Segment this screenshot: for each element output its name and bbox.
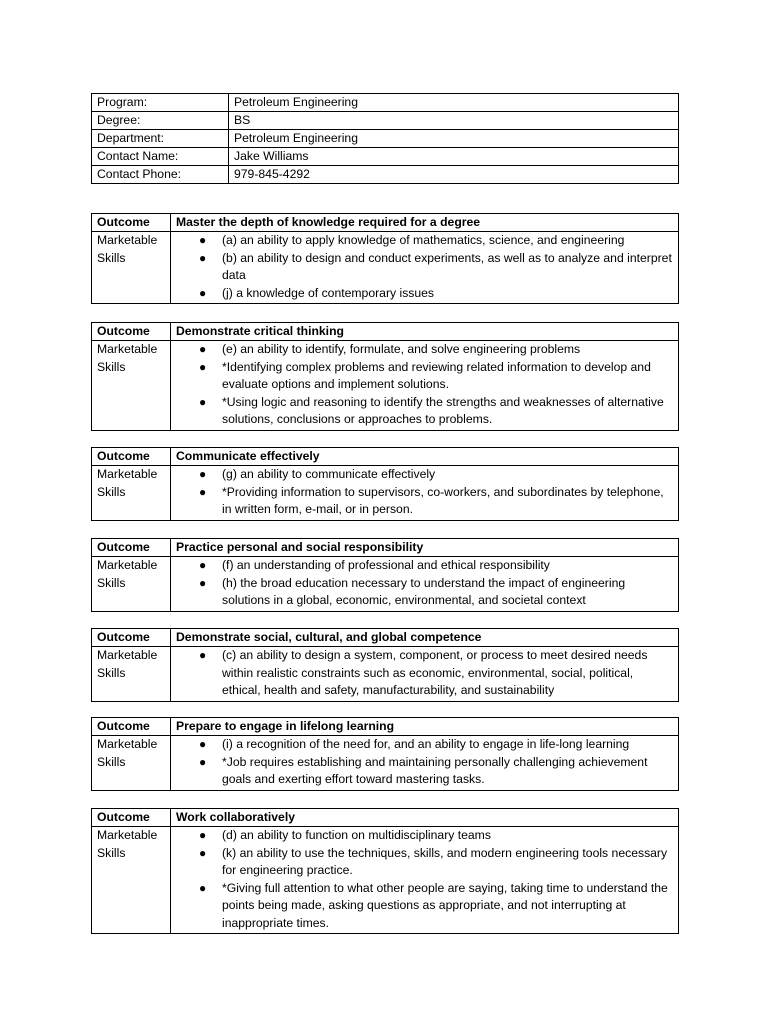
outcome-label: Outcome <box>92 323 171 341</box>
marketable-skills-row <box>92 466 679 521</box>
bullet-icon: ● <box>199 754 207 769</box>
skill-item: ● (f) an understanding of professional and ethical responsibility <box>176 557 673 575</box>
bullet-icon: ● <box>199 484 207 499</box>
outcome-title: Demonstrate social, cultural, and global competence <box>171 629 679 647</box>
outcome-header-row <box>92 629 679 647</box>
skills-cell <box>171 827 679 934</box>
skills-cell <box>171 232 679 304</box>
info-value: Petroleum Engineering <box>229 94 679 112</box>
outcome-title: Demonstrate critical thinking <box>171 323 679 341</box>
program-info-table <box>91 93 679 184</box>
bullet-icon: ● <box>199 575 207 590</box>
outcome-title: Communicate effectively <box>171 448 679 466</box>
skill-item: ● (j) a knowledge of contemporary issues <box>176 285 673 303</box>
info-value: 979-845-4292 <box>229 166 679 184</box>
bullet-icon: ● <box>199 880 207 895</box>
bullet-icon: ● <box>199 233 207 247</box>
marketable-skills-row <box>92 736 679 791</box>
skills-list <box>176 466 673 519</box>
outcome-title: Practice personal and social responsibility <box>171 539 679 557</box>
bullet-icon: ● <box>199 342 207 356</box>
outcome-title: Work collaboratively <box>171 809 679 827</box>
outcome-label: Outcome <box>92 539 171 557</box>
outcome-header-row <box>92 809 679 827</box>
skills-list <box>176 647 673 700</box>
info-label: Degree: <box>92 112 229 130</box>
info-row-program <box>92 94 679 112</box>
marketable-skills-label: Marketable Skills <box>92 736 171 791</box>
skill-item: ● (e) an ability to identify, formulate, and solve engineering problems <box>176 341 673 359</box>
info-label: Department: <box>92 130 229 148</box>
skill-item: ● (i) a recognition of the need for, and an ability to engage in life-long learning <box>176 736 673 754</box>
outcome-table <box>91 538 679 612</box>
bullet-icon: ● <box>199 285 207 300</box>
info-value: BS <box>229 112 679 130</box>
outcome-header-row <box>92 718 679 736</box>
marketable-skills-label: Marketable Skills <box>92 232 171 304</box>
info-label: Contact Phone: <box>92 166 229 184</box>
outcome-header-row <box>92 323 679 341</box>
skill-item: ● *Job requires establishing and maintaining personally challenging achievement goals and exerting effort toward mastering tasks. <box>199 754 648 786</box>
outcome-table <box>91 808 679 934</box>
marketable-skills-label: Marketable Skills <box>92 466 171 521</box>
outcome-table <box>91 628 679 702</box>
skill-item: ● (d) an ability to function on multidisciplinary teams <box>176 827 673 845</box>
bullet-icon: ● <box>199 250 207 265</box>
skills-cell <box>171 466 679 521</box>
bullet-icon: ● <box>199 845 207 860</box>
outcome-label: Outcome <box>92 629 171 647</box>
info-label: Contact Name: <box>92 148 229 166</box>
outcome-table <box>91 213 679 304</box>
skill-item: ● (a) an ability to apply knowledge of mathematics, science, and engineering <box>176 232 673 250</box>
skills-cell <box>171 557 679 612</box>
bullet-icon: ● <box>199 467 207 481</box>
outcome-table <box>91 447 679 521</box>
info-value: Jake Williams <box>229 148 679 166</box>
skills-list <box>176 557 673 610</box>
bullet-icon: ● <box>199 828 207 842</box>
marketable-skills-label: Marketable Skills <box>92 557 171 612</box>
skill-item: ● (k) an ability to use the techniques, skills, and modern engineering tools necessary for engineering practice. <box>199 845 668 877</box>
marketable-skills-label: Marketable Skills <box>92 827 171 934</box>
marketable-skills-row <box>92 647 679 702</box>
info-value: Petroleum Engineering <box>229 130 679 148</box>
skill-item: ● (b) an ability to design and conduct experiments, as well as to analyze and interpret data <box>199 250 672 282</box>
skill-item: ● (g) an ability to communicate effectively <box>176 466 673 484</box>
outcome-table <box>91 322 679 431</box>
bullet-icon: ● <box>199 394 207 409</box>
info-row-contact-name <box>92 148 679 166</box>
skills-list <box>176 232 673 302</box>
skills-list <box>176 341 673 429</box>
outcome-title: Prepare to engage in lifelong learning <box>171 718 679 736</box>
marketable-skills-row <box>92 341 679 431</box>
outcome-title: Master the depth of knowledge required for a degree <box>171 214 679 232</box>
skill-item: ● *Providing information to supervisors, co-workers, and subordinates by telephone, in written form, e-mail, or in person. <box>199 484 664 516</box>
marketable-skills-label: Marketable Skills <box>92 341 171 431</box>
info-label: Program: <box>92 94 229 112</box>
skill-item: ● *Identifying complex problems and reviewing related information to develop and evaluate options and implement solutions. <box>199 359 651 391</box>
skill-item: ● (h) the broad education necessary to understand the impact of engineering solutions in a global, economic, environmental, and societal context <box>199 575 626 607</box>
marketable-skills-row <box>92 827 679 934</box>
marketable-skills-label: Marketable Skills <box>92 647 171 702</box>
outcome-label: Outcome <box>92 448 171 466</box>
marketable-skills-row <box>92 232 679 304</box>
outcome-label: Outcome <box>92 718 171 736</box>
info-row-contact-phone <box>92 166 679 184</box>
outcome-header-row <box>92 448 679 466</box>
skills-cell <box>171 341 679 431</box>
info-row-department <box>92 130 679 148</box>
skill-item: ● (c) an ability to design a system, component, or process to meet desired needs within realistic constraints such as economic, environmental, social, political, ethical, health and safety, manufacturability, and sustainability <box>199 648 648 697</box>
outcome-label: Outcome <box>92 809 171 827</box>
bullet-icon: ● <box>199 737 207 751</box>
skills-cell <box>171 736 679 791</box>
outcome-table <box>91 717 679 791</box>
skill-item: ● *Giving full attention to what other people are saying, taking time to understand the points being made, asking questions as appropriate, and not interrupting at inappropriate times. <box>199 880 668 930</box>
skills-list <box>176 827 673 932</box>
bullet-icon: ● <box>199 359 207 374</box>
skill-item: ● *Using logic and reasoning to identify the strengths and weaknesses of alternative solutions, conclusions or approaches to problems. <box>199 394 664 426</box>
info-row-degree <box>92 112 679 130</box>
bullet-icon: ● <box>199 648 207 662</box>
bullet-icon: ● <box>199 558 207 572</box>
outcome-header-row <box>92 539 679 557</box>
marketable-skills-row <box>92 557 679 612</box>
skills-list <box>176 736 673 789</box>
outcome-label: Outcome <box>92 214 171 232</box>
skills-cell <box>171 647 679 702</box>
outcome-header-row <box>92 214 679 232</box>
